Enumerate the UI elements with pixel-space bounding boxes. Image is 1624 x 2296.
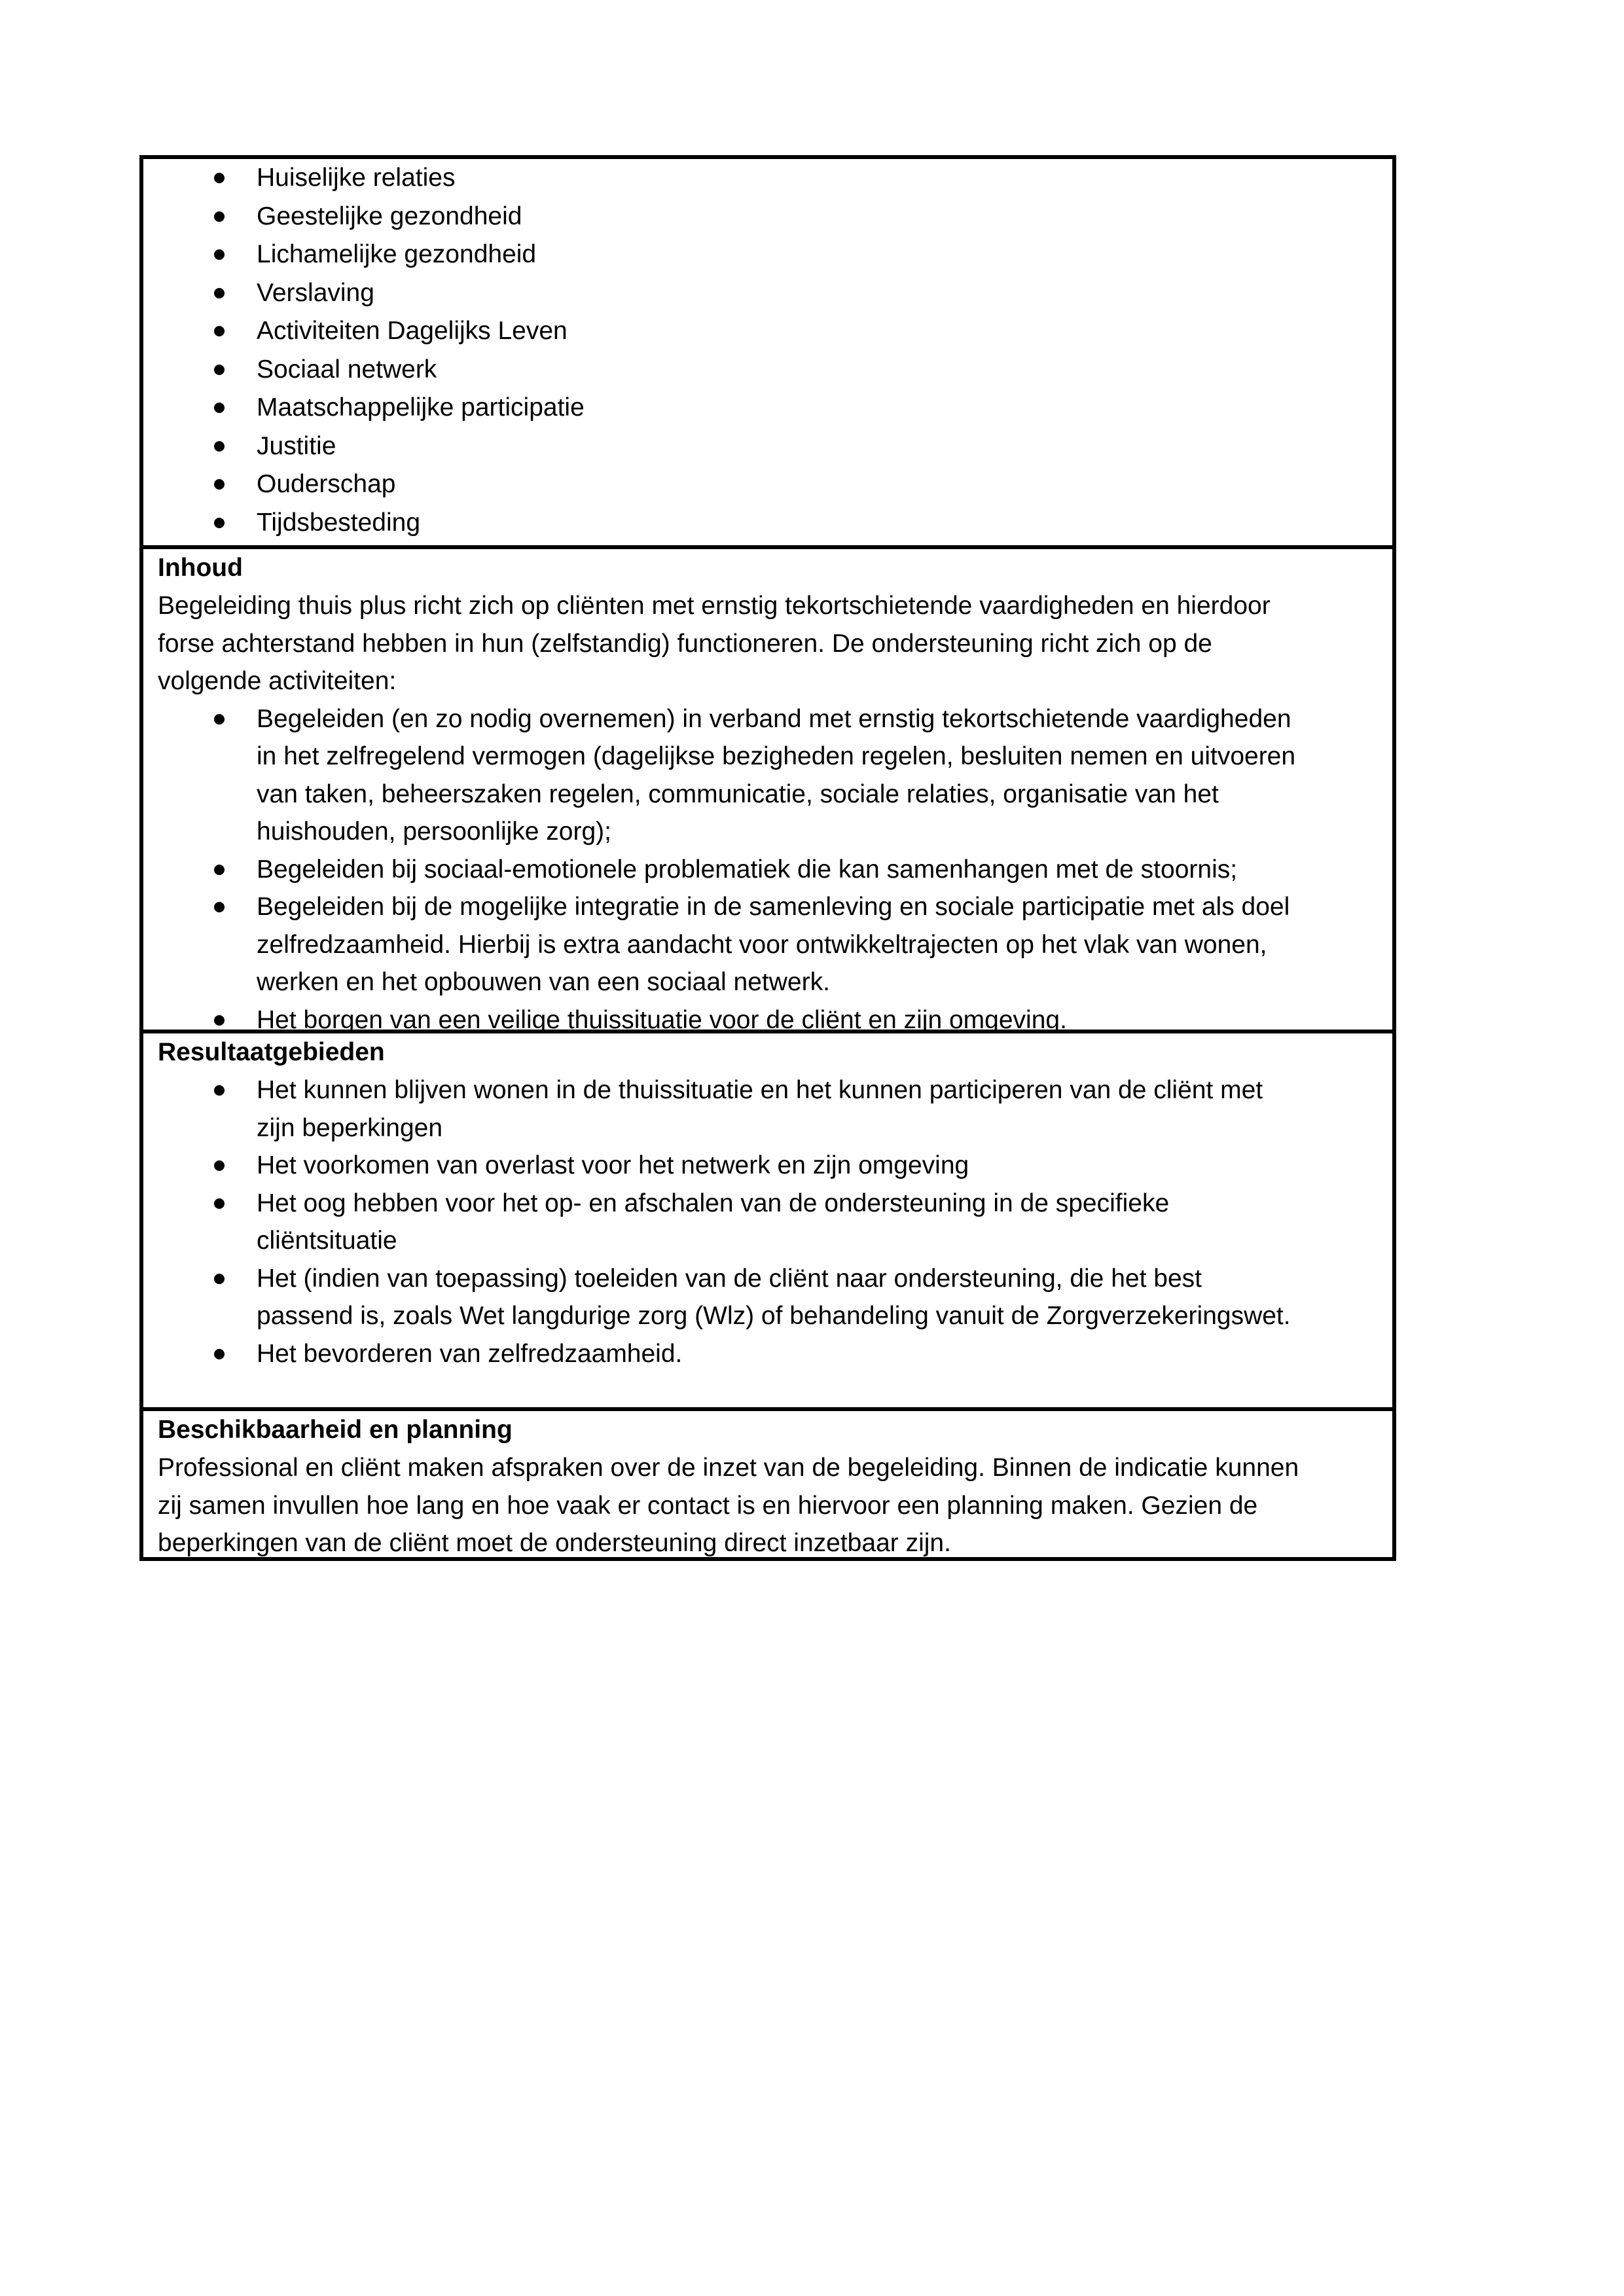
paragraph-line: zij samen invullen hoe lang en hoe vaak er contact is en hiervoor een planning maken. Gezien de bbox=[158, 1491, 1258, 1520]
list-item-text: Ouderschap bbox=[257, 470, 396, 498]
section-paragraph bbox=[158, 587, 1379, 700]
list-item-text: Sociaal netwerk bbox=[257, 355, 437, 384]
list-item-text: Huiselijke relaties bbox=[257, 164, 456, 192]
bullet-icon bbox=[214, 1198, 225, 1209]
list-item-text: cliëntsituatie bbox=[257, 1227, 397, 1255]
list-item bbox=[158, 274, 1379, 313]
bullet-icon bbox=[214, 173, 225, 183]
bullet-icon bbox=[214, 902, 225, 912]
bullet-icon bbox=[214, 1015, 225, 1026]
bullet-icon bbox=[214, 1274, 225, 1284]
list-item bbox=[158, 851, 1379, 889]
list-item bbox=[158, 198, 1379, 236]
list-item-text: Het (indien van toepassing) toeleiden van de cliënt naar ondersteuning, die het best bbox=[257, 1264, 1202, 1293]
list-item-text: Begeleiden bij sociaal-emotionele problematiek die kan samenhangen met de stoornis; bbox=[257, 855, 1238, 884]
section-heading: Inhoud bbox=[158, 554, 243, 582]
list-item-text: in het zelfregelend vermogen (dagelijkse bezigheden regelen, besluiten nemen en uitvoeren bbox=[257, 742, 1296, 770]
results-list bbox=[158, 1071, 1379, 1372]
list-item-text: zijn beperkingen bbox=[257, 1113, 443, 1142]
bullet-icon bbox=[214, 714, 225, 725]
list-item-text: Begeleiden (en zo nodig overnemen) in verband met ernstig tekortschietende vaardigheden bbox=[257, 704, 1291, 733]
list-item-text: Het bevorderen van zelfredzaamheid. bbox=[257, 1339, 683, 1368]
bullet-icon bbox=[214, 441, 225, 452]
list-item bbox=[158, 427, 1379, 466]
list-item-text: Begeleiden bij de mogelijke integratie in de samenleving en sociale participatie met als doel bbox=[257, 893, 1290, 921]
bullet-icon bbox=[214, 479, 225, 490]
list-item bbox=[158, 389, 1379, 427]
list-item-text: Lichamelijke gezondheid bbox=[257, 240, 537, 268]
bullet-icon bbox=[214, 365, 225, 375]
paragraph-line: volgende activiteiten: bbox=[158, 667, 397, 695]
bullet-icon bbox=[214, 1160, 225, 1171]
list-item-text: Justitie bbox=[257, 431, 336, 460]
paragraph-line: beperkingen van de cliënt moet de ondersteuning direct inzetbaar zijn. bbox=[158, 1529, 951, 1557]
bullet-icon bbox=[214, 249, 225, 260]
list-item-text: Verslaving bbox=[257, 278, 374, 307]
list-item-text: van taken, beheerszaken regelen, communicatie, sociale relaties, organisatie van het bbox=[257, 780, 1219, 808]
list-item bbox=[158, 236, 1379, 274]
list-item bbox=[158, 1260, 1379, 1335]
list-item bbox=[158, 1335, 1379, 1373]
list-item-text: Het voorkomen van overlast voor het netwerk en zijn omgeving bbox=[257, 1151, 969, 1179]
list-item-text: zelfredzaamheid. Hierbij is extra aandacht voor ontwikkeltrajecten op het vlak van wonen, bbox=[257, 930, 1267, 959]
list-item-text: werken en het opbouwen van een sociaal netwerk. bbox=[257, 968, 830, 996]
list-item-text: huishouden, persoonlijke zorg); bbox=[257, 817, 612, 846]
bullet-icon bbox=[214, 1349, 225, 1359]
list-item-text: Geestelijke gezondheid bbox=[257, 202, 522, 230]
list-item bbox=[158, 504, 1379, 543]
bullet-icon bbox=[214, 326, 225, 336]
list-item-text: Tijdsbesteding bbox=[257, 508, 421, 537]
life-domains-list bbox=[158, 159, 1379, 542]
list-item-text: Het oog hebben voor het op- en afschalen van de ondersteuning in de specifieke bbox=[257, 1189, 1170, 1217]
list-item bbox=[158, 888, 1379, 1001]
list-item bbox=[158, 1001, 1379, 1039]
list-item-text: Activiteiten Dagelijks Leven bbox=[257, 317, 568, 345]
list-item-text: Het kunnen blijven wonen in de thuissituatie en het kunnen participeren van de cliënt met bbox=[257, 1076, 1263, 1104]
paragraph-line: Professional en cliënt maken afspraken over de inzet van de begeleiding. Binnen de indicatie kunnen bbox=[158, 1454, 1299, 1482]
list-item bbox=[158, 1071, 1379, 1147]
list-item-text: passend is, zoals Wet langdurige zorg (Wlz) of behandeling vanuit de Zorgverzekeringswet. bbox=[257, 1302, 1291, 1330]
section-inhoud bbox=[143, 545, 1392, 1034]
section-heading: Resultaatgebieden bbox=[158, 1038, 385, 1066]
section-beschikbaarheid-en-planning bbox=[143, 1407, 1392, 1557]
section-resultaatgebieden bbox=[143, 1030, 1392, 1407]
bullet-icon bbox=[214, 403, 225, 413]
section-heading: Beschikbaarheid en planning bbox=[158, 1416, 513, 1444]
document-table bbox=[139, 155, 1396, 1561]
list-item bbox=[158, 465, 1379, 504]
list-item bbox=[158, 312, 1379, 351]
list-item bbox=[158, 700, 1379, 851]
list-item bbox=[158, 1185, 1379, 1260]
section-paragraph bbox=[158, 1449, 1379, 1562]
bullet-icon bbox=[214, 865, 225, 875]
paragraph-line: forse achterstand hebben in hun (zelfstandig) functioneren. De ondersteuning richt zich op de bbox=[158, 629, 1212, 658]
bullet-icon bbox=[214, 288, 225, 298]
section-life-domains bbox=[143, 159, 1392, 545]
paragraph-line: Begeleiding thuis plus richt zich op cliënten met ernstig tekortschietende vaardigheden en hierdoor bbox=[158, 592, 1271, 620]
activities-list bbox=[158, 700, 1379, 1039]
bullet-icon bbox=[214, 518, 225, 528]
list-item bbox=[158, 1147, 1379, 1185]
bullet-icon bbox=[214, 1085, 225, 1096]
list-item bbox=[158, 351, 1379, 389]
list-item-text: Maatschappelijke participatie bbox=[257, 393, 585, 422]
list-item-text: Het borgen van een veilige thuissituatie voor de cliënt en zijn omgeving. bbox=[257, 1005, 1067, 1034]
bullet-icon bbox=[214, 211, 225, 222]
list-item bbox=[158, 159, 1379, 198]
